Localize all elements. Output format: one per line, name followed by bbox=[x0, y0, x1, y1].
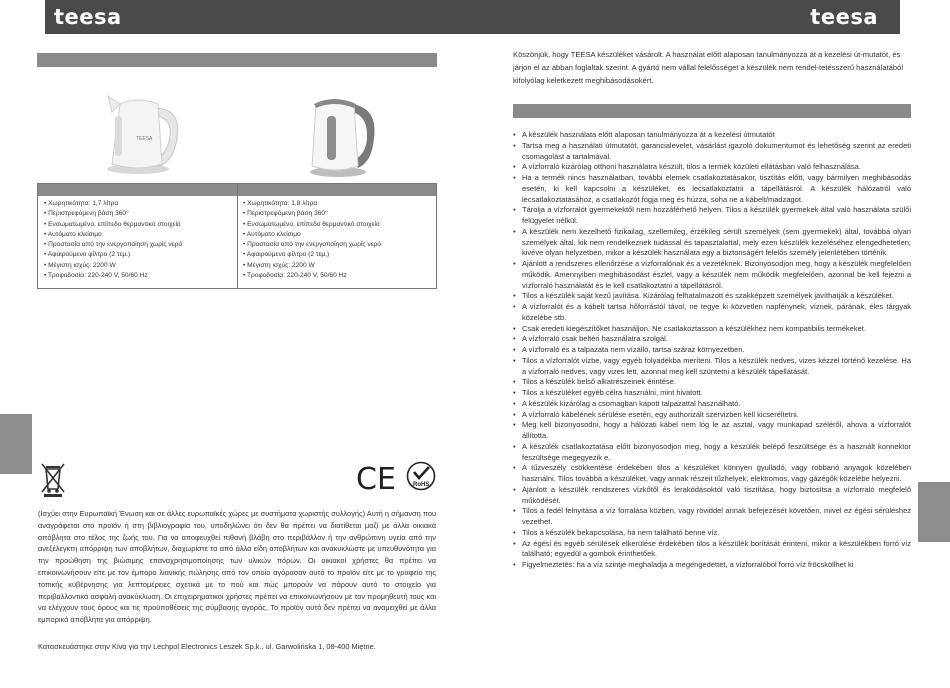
spec-item: • Αυτόματο κλείσιμο bbox=[243, 230, 438, 240]
warning-item: • A vízforraló és a talpazata nem vízálló, tartsa száraz környezetben. bbox=[513, 345, 911, 356]
spec-item: • Μέγιστη ισχύς: 2200 W bbox=[243, 261, 438, 271]
rohs-mark-icon bbox=[406, 461, 436, 491]
kettle-1-window bbox=[115, 116, 122, 156]
warning-item: • Tilos a fedél felnyitása a víz forralása közben, vagy röviddel annak befejezését követően, mivel ez égési sérüléshez vezethet. bbox=[513, 506, 911, 528]
disposal-paragraph: (Ισχύει στην Ευρωπαϊκή Ένωση και σε άλλες ευρωπαϊκές χώρες με συστήματα χωριστής συλλογής) Αυτή η σήμανση που αναγράφεται στο προϊόν ή στη βιβλιογραφία του, υποδηλώνει ότι δεν θα πρέπει να διατίθεται μαζί με άλλα οικιακά απόβλητα στο τέλος της ζωής του. Για να αποφευχθεί πιθανή βλάβη στο περιβάλλον ή την ανθρώπινη υγεία από την ανεξέλεγκτη απόρριψη των αποβλήτων, διαχωρίστε τα από άλλα είδη αποβλήτων και ανακυκλώστε με υπευθυνότητα για την προώθηση της βιώσιμης επαναχρησιμοποίησης των υλικών πόρων. Οι οικιακοί χρήστες θα πρέπει να επικοινωνήσουν είτε με τον έμπορο λιανικής πώλησης από τον οποίο αγόρασαν αυτό το προϊόν είτε με το γραφείο της τοπικής κυβέρνησης για λεπτομέρειες σχετικά με το πού και πώς μπορούν να πάρουν αυτό το στοιχείο για περιβαλλοντικά ασφαλή ανακύκλωση. Οι επιχειρηματικοί χρήστες πρέπει να επικοινωνήσουν με τον προμηθευτή τους και να ελέγχουν τους όρους και τις προϋποθέσεις της σύμβασης αγοράς. Το προϊόν αυτό δεν πρέπει να αναμειχθεί με άλλα εμπορικά απόβλητα για απόρριψη. bbox=[38, 509, 436, 625]
spec-item: • Τροφοδοσία: 220-240 V, 50/60 Hz bbox=[243, 271, 438, 281]
ce-mark-text: CE bbox=[356, 462, 396, 492]
header-bar bbox=[475, 0, 900, 34]
warning-item: • A vízforraló kábelének sérülése esetén, egy authorizált szervizben kell kicseréltetni. bbox=[513, 410, 911, 421]
page-side-tab bbox=[918, 482, 950, 542]
warning-item: • A tűzveszély csökkentése érdekében tilos a készüléket könnyen gyulladó, vagy robbanó anyagok közelében használni. Tilos továbbá a készüléket, vagy annak részeit tűzhelyek, elektromos, vagy gázégők közelébe helyezni. bbox=[513, 463, 911, 485]
intro-paragraph: Köszönjük, hogy TEESA készüléket vásárolt. A használat előtt alaposan tanulmányozza át a kezelési út-mutatót, és járjon el az abban foglaltak szerint. A gyártó nem vállal felelősséget a készülék nem rendel-tetésszerű használatából kifolyólag keletkezett meghibásodásokért. bbox=[513, 50, 904, 85]
warning-item: • A készülék csatlakoztatása előtt bizonyosodjon meg, hogy a készülék belépő feszültsége és a használt konnektor feszültsége megegyezik e. bbox=[513, 442, 911, 464]
spec-item: • Αυτόματο κλείσιμο bbox=[44, 230, 239, 240]
spec-item: • Περιστρεφόμενη βάση 360° bbox=[44, 209, 239, 219]
section-header-bar bbox=[37, 53, 437, 67]
ce-mark-icon bbox=[356, 462, 400, 492]
spec-item: • Χωρητικότητα: 1,8 λίτρα bbox=[243, 199, 438, 209]
safety-warnings-list bbox=[513, 130, 911, 571]
spec-item: • Μέγιστη ισχύς: 2200 W bbox=[44, 261, 239, 271]
warning-item: • Tilos a készülék bekapcsolása, ha nem található benne víz. bbox=[513, 528, 911, 539]
warning-item: • Ajánlott a készülék rendszeres vízkőtől és lerakódásoktól való tisztítása, hogy biztosítsa a vízforraló megfelelő működését. bbox=[513, 485, 911, 507]
warning-item: • Ha a termék nincs használatban, további elemek csatlakoztatásakor, tisztítás előtt, vagy bármilyen meghibásodás esetén, ki kell kapcsolni a készüléket, és lecsatlakoztatni a tápellátásról. A készülék hálózatról való lecsatlakoztatásához, a csatlakozót fogja meg és húzza, soha ne a kábelt/madzagot. bbox=[513, 173, 911, 205]
warning-item: • Figyelmeztetés: ha a víz szintje meghaladja a megengedettet, a vízforralóból forró víz fröcsköllhet ki bbox=[513, 560, 911, 571]
kettle-1-logo: TEESA bbox=[136, 136, 153, 142]
spec-item: • Προστασία από την ενεργοποίηση χωρίς νερό bbox=[44, 240, 239, 250]
warning-item: • Tartsa meg a használati útmutatót, garancialevelet, vásárlást igazoló dokumentumot és lehetőség szerint az eredeti csomagolást a tartalmával. bbox=[513, 141, 911, 163]
warning-item: • A vízforraló csak beltéri használatra szolgál. bbox=[513, 334, 911, 345]
safety-section-header-bar bbox=[513, 104, 911, 118]
page-side-tab bbox=[0, 414, 32, 474]
warning-item: • Tilos a készülék belső alkatrészeinek érintése. bbox=[513, 377, 911, 388]
brand-logo: teesa bbox=[54, 5, 122, 29]
spec-item: • Ενσωματωμένο, επίπεδο θερμαντικό στοιχείο bbox=[44, 220, 239, 230]
spec-item: • Προστασία από την ενεργοποίηση χωρίς νερό bbox=[243, 240, 438, 250]
warning-item: • Tilos a készüléket egyéb célra használni, mint hivatott. bbox=[513, 388, 911, 399]
warning-item: • A készülék nem kezelhető fizikailag, szellemileg, érzékileg sérült személyek (sem gyermekek) által, továbbá olyan személyek által, kik nem rendelkeznek tudással és tapasztalattal, mely ezen készülék kezeléséhez elengedhetetlen; kivéve olyan helyzetben, mikor a készülék használata egy a biztonságért felelős személy jelenlétében történik. bbox=[513, 227, 911, 259]
rohs-mark-text: RoHS bbox=[413, 482, 430, 488]
weee-bin-icon bbox=[40, 462, 66, 498]
kettle-2-window bbox=[327, 116, 336, 160]
warning-item: • Csak eredeti kiegészítőket használjon. Ne csatlakoztasson a készülékhez nem kompatibilis termékeket. bbox=[513, 324, 911, 335]
brand-logo: teesa bbox=[810, 5, 878, 29]
warning-item: • Meg kell bizonyosodni, hogy a hálózati kábel nem lóg le az asztal, vagy munkapad széléről, ahova a vízforralót állította. bbox=[513, 420, 911, 442]
warning-item: • Az égési és egyéb sérülések elkerülése érdekében tilos a készülék borítását érinteni, mikor a készülékben forró víz található; egyedül a gombok érinthetőek. bbox=[513, 539, 911, 561]
header-bar bbox=[45, 0, 475, 34]
spec-column-1 bbox=[44, 199, 239, 281]
warning-item: • A készülék kizárólag a csomagban kapott talpazattal használható. bbox=[513, 399, 911, 410]
warning-item: • Tilos a vízforralót vízbe, vagy egyéb folyadékba meríteni. Tilos a készülék nedves, vizes kézzel történő kezelése. Ha a vízforraló nedves, vagy vizes lett, azonnal meg kell szüntetni a készülék tápellátását. bbox=[513, 356, 911, 378]
warning-item: • Tilos a készülék saját kezű javítása. Kizárólag felhatalmazott és szakképzett személyek javíthatják a készüléket. bbox=[513, 291, 911, 302]
spec-item: • Αφαιρούμενο φίλτρο (2 τεμ.) bbox=[44, 250, 239, 260]
spec-item: • Χωρητικότητα: 1,7 λίτρα bbox=[44, 199, 239, 209]
spec-table bbox=[37, 183, 437, 289]
kettle-1-spout bbox=[108, 96, 120, 112]
warning-item: • A vízforralót és a kábelt tartsa hőforrástól távol, ne tegye ki közvetlen napfénynek, víznek, párának, éles tárgyak közelébe stb. bbox=[513, 302, 911, 324]
manufacturer-info: Κατασκευάστηκε στην Κίνα για την Lechpol Electronics Leszek Sp.k., ul. Garwolińska 1, 08-400 Miętne. bbox=[38, 642, 376, 651]
warning-item: • A készülék használata előtt alaposan tanulmányozza át a kezelési útmutatót bbox=[513, 130, 911, 141]
kettle-image-2 bbox=[300, 94, 380, 178]
spec-item: • Τροφοδοσία: 220-240 V, 50/60 Hz bbox=[44, 271, 239, 281]
right-page bbox=[475, 0, 950, 688]
spec-item: • Ενσωματωμένο, επίπεδο θερμαντικό στοιχείο bbox=[243, 220, 438, 230]
kettle-image-1 bbox=[98, 90, 186, 176]
warning-item: • Tárolja a vízforralót gyermekektől nem hozzáférhető helyen. Tilos a készülék gyermekek által való használata szülői felügyelet nélkül. bbox=[513, 205, 911, 227]
warning-item: • Ajánlott a rendszeres ellenőrzése a vízforralónak és a vezetéknek. Bizonyosodjon meg, hogy a készülék megfelelően működik. Amennyiben meghibásodást észlel, vagy a készülék nem működik megfelelően, azonnal be kell fejezni a vízforraló használatát és le kell csatlakoztatni a tápellátásról. bbox=[513, 259, 911, 291]
spec-column-2 bbox=[243, 199, 438, 281]
spec-item: • Αφαιρούμενο φίλτρο (2 τεμ.) bbox=[243, 250, 438, 260]
spec-item: • Περιστρεφόμενη βάση 360° bbox=[243, 209, 438, 219]
warning-item: • A vízforraló kizárólag otthoni használatra készült, tilos a termék közületi ellátásban való felhasználása. bbox=[513, 162, 911, 173]
